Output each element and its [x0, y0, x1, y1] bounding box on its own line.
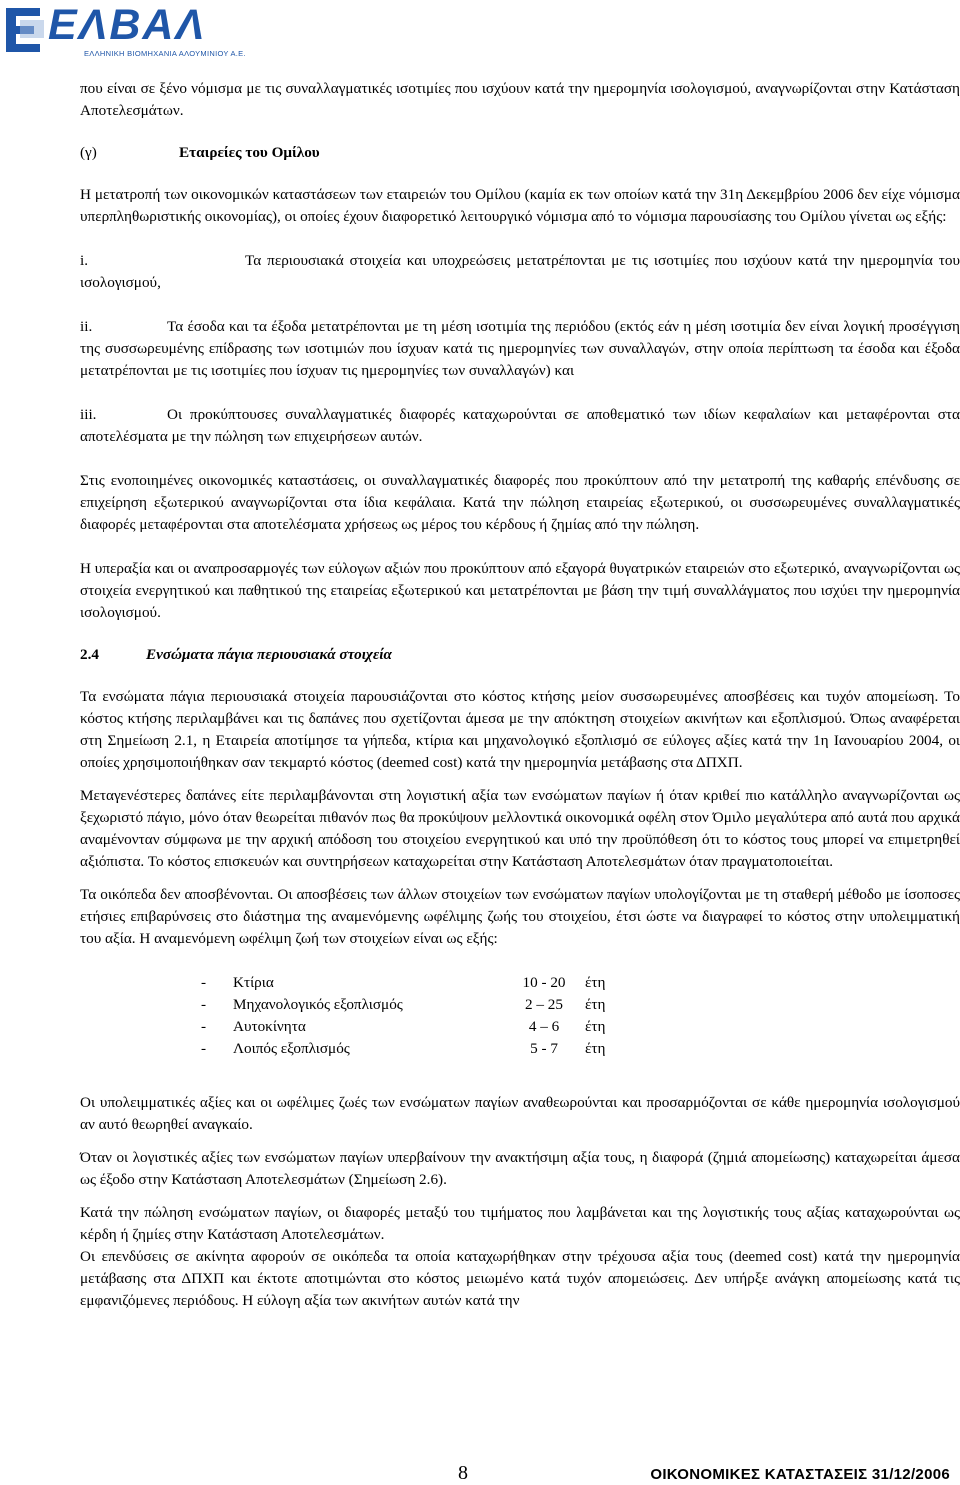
- table-row: [201, 972, 625, 994]
- section-title: Εταιρείες του Ομίλου: [179, 144, 320, 161]
- page-number: 8: [458, 1462, 468, 1484]
- asset-years: 2 – 25: [525, 996, 563, 1013]
- asset-unit: έτη: [585, 1018, 606, 1035]
- asset-years: 5 - 7: [530, 1040, 558, 1057]
- list-item-label: iii.: [80, 406, 97, 423]
- company-logo: [4, 1, 246, 62]
- table-row: [201, 1016, 625, 1038]
- asset-years: 10 - 20: [522, 974, 566, 991]
- list-item-iii: [80, 404, 960, 448]
- list-item-label: i.: [80, 252, 89, 269]
- list-item-text: Τα έσοδα και τα έξοδα μετατρέπονται με τη μέση ισοτιμία της περιόδου (εκτός εάν η μέση ισοτιμία δεν είναι λογική προσέγγιση της συσσωρευμένης επίδρασης των ισοτιμιών που ίσχυαν κατά τις ημερομηνίες των συναλλαγών, στην οποία περίπτωση τα έσοδα και έξοδα μετατρέπονται με τις ισοτιμίες που ίσχυαν τις ημερομηνίες των συναλλαγών) και: [80, 318, 960, 379]
- asset-years: 4 – 6: [528, 1018, 560, 1035]
- logo-brand-text: ΕΛΒΑΛ: [48, 1, 207, 49]
- table-row: [201, 1038, 625, 1060]
- useful-life-table: [201, 972, 625, 1060]
- paragraph-g3: Η υπεραξία και οι αναπροσαρμογές των εύλογων αξιών που προκύπτουν από εξαγορά θυγατρικών εταιρειών στο εξωτερικό, αναγνωρίζονται ως στοιχεία ενεργητικού και παθητικού της εταιρείας εξωτερικού και μετατρέπονται με βάση την τιμή συναλλάγματος που ισχύει την ημερομηνία ισολογισμού.: [80, 560, 960, 621]
- paragraph-g1: Η μετατροπή των οικονομικών καταστάσεων των εταιρειών του Ομίλου (καμία εκ των οποίων κατά την 31η Δεκεμβρίου 2006 δεν είχε νόμισμα υπερπληθωριστικής οικονομίας), οι οποίες έχουν διαφορετικό λειτουργικό νόμισμα από το νόμισμα παρουσίασης του Ομίλου γίνεται ως εξής:: [80, 186, 960, 225]
- asset-unit: έτη: [585, 996, 606, 1013]
- section-heading-2-4: [80, 646, 960, 664]
- asset-name: Αυτοκίνητα: [233, 1018, 306, 1035]
- asset-unit: έτη: [585, 974, 606, 991]
- row-dash: -: [201, 1040, 207, 1057]
- list-item-text: Οι προκύπτουσες συναλλαγματικές διαφορές καταχωρούνται σε αποθεματικό των ιδίων κεφαλαίων και μεταφέρονται στα αποτελέσματα με την πώληση των επιχειρήσεων αυτών.: [80, 406, 960, 445]
- paragraph-2-4-5: Όταν οι λογιστικές αξίες των ενσώματων παγίων υπερβαίνουν την ανακτήσιμη αξία τους, η διαφορά (ζημιά απομείωσης) καταχωρείται άμεσα ως έξοδο στην Κατάσταση Αποτελεσμάτων (Σημείωση 2.6).: [80, 1149, 960, 1188]
- section-title: Ενσώματα πάγια περιουσιακά στοιχεία: [146, 646, 392, 663]
- row-dash: -: [201, 1018, 207, 1035]
- paragraph-2-4-4: Οι υπολειμματικές αξίες και οι ωφέλιμες ζωές των ενσώματων παγίων αναθεωρούνται και προσαρμόζονται σε κάθε ημερομηνία ισολογισμού αν αυτό θεωρηθεί αναγκαίο.: [80, 1094, 960, 1133]
- footer-title: ΟΙΚΟΝΟΜΙΚΕΣ ΚΑΤΑΣΤΑΣΕΙΣ 31/12/2006: [650, 1466, 950, 1483]
- section-heading-g: [80, 144, 960, 162]
- paragraph-2-4-7: Οι επενδύσεις σε ακίνητα αφορούν σε οικόπεδα τα οποία καταχωρήθηκαν στην τρέχουσα αξία τους (deemed cost) κατά την ημερομηνία μετάβασης στα ΔΠΧΠ και έκτοτε αποτιμώνται στο κόστος μειωμένο κατά τυχόν απομειώσεις. Δεν υπήρξε ανάγκη απομείωσης κατά τις εμφανιζόμενες περιόδους. Η εύλογη αξία των ακινήτων αυτών κατά την: [80, 1248, 960, 1309]
- asset-unit: έτη: [585, 1040, 606, 1057]
- asset-name: Κτίρια: [233, 974, 274, 991]
- paragraph-2-4-1: Τα ενσώματα πάγια περιουσιακά στοιχεία παρουσιάζονται στο κόστος κτήσης μείον συσσωρευμένες αποσβέσεις και τυχόν απομείωση. Το κόστος κτήσης περιλαμβάνει και τις δαπάνες που σχετίζονται άμεσα με την απόκτηση στοιχείων ακινήτων και εξοπλισμού. Όπως αναφέρεται στη Σημείωση 2.1, η Εταιρεία αποτίμησε τα γήπεδα, κτίρια και μηχανολογικό εξοπλισμό σε εύλογες αξίες κατά την 1η Ιανουαρίου 2004, οι οποίες χρησιμοποιήθηκαν σαν τεκμαρτό κόστος (deemed cost) κατά την ημερομηνία μετάβασης στα ΔΠΧΠ.: [80, 688, 960, 771]
- asset-name: Λοιπός εξοπλισμός: [233, 1040, 350, 1057]
- table-row: [201, 994, 625, 1016]
- section-number: 2.4: [80, 646, 99, 663]
- paragraph-2-4-2: Μεταγενέστερες δαπάνες είτε περιλαμβάνονται στη λογιστική αξία των ενσώματων παγίων ή όταν κριθεί πιο κατάλληλο αναγνωρίζονται ως ξεχωριστό πάγιο, μόνο όταν θεωρείται πιθανόν πως θα προκύψουν μελλοντικά οικονομικά οφέλη στον Όμιλο μεγαλύτερα από αυτά που αρχικά αναμένονταν σύμφωνα με την αρχική απόδοση του στοιχείου ενεργητικού και υπό την προϋπόθεση ότι το κόστος τους μπορεί να επιμετρηθεί αξιόπιστα. Το κόστος επισκευών και συντηρήσεων καταχωρείται στην Κατάσταση Αποτελεσμάτων όταν πραγματοποιείται.: [80, 787, 960, 870]
- document-body: [80, 78, 960, 1312]
- paragraph-g2: Στις ενοποιημένες οικονομικές καταστάσεις, οι συναλλαγματικές διαφορές που προκύπτουν από την μετατροπή της καθαρής επένδυσης σε επιχείρηση εξωτερικού αναγνωρίζονται στα ίδια κεφάλαια. Κατά την πώληση εταιρείας εξωτερικού, οι συσσωρευμένες συναλλαγματικές διαφορές μεταφέρονται στα αποτελέσματα χρήσεως ως μέρος του κέρδους ή ζημίας από την πώληση.: [80, 472, 960, 533]
- paragraph-2-4-6: Κατά την πώληση ενσώματων παγίων, οι διαφορές μεταξύ του τιμήματος που λαμβάνεται και της λογιστικής τους αξίας καταχωρούνται ως κέρδη ή ζημίες στην Κατάσταση Αποτελεσμάτων.: [80, 1204, 960, 1243]
- logo-subtitle: ΕΛΛΗΝΙΚΗ ΒΙΟΜΗΧΑΝΙΑ ΑΛΟΥΜΙΝΙΟΥ Α.Ε.: [84, 49, 246, 58]
- elval-logo-icon: [4, 6, 44, 52]
- paragraph-intro: που είναι σε ξένο νόμισμα με τις συναλλαγματικές ισοτιμίες που ισχύουν κατά την ημερομηνία ισολογισμού, αναγνωρίζονται στην Κατάσταση Αποτελεσμάτων.: [80, 80, 960, 119]
- section-number: (γ): [80, 144, 97, 161]
- list-item-text: Τα περιουσιακά στοιχεία και υποχρεώσεις μετατρέπονται με τις ισοτιμίες που ισχύουν κατά την ημερομηνία του ισολογισμού,: [80, 252, 960, 291]
- list-item-i: [80, 250, 960, 294]
- asset-name: Μηχανολογικός εξοπλισμός: [233, 996, 403, 1013]
- list-item-ii: [80, 316, 960, 382]
- list-item-label: ii.: [80, 318, 93, 335]
- row-dash: -: [201, 974, 207, 991]
- row-dash: -: [201, 996, 207, 1013]
- paragraph-2-4-3: Τα οικόπεδα δεν αποσβένονται. Οι αποσβέσεις των άλλων στοιχείων των ενσώματων παγίων υπολογίζονται με τη σταθερή μέθοδο με ίσοποσες ετήσιες επιβαρύνσεις στο διάστημα της αναμενόμενης ωφέλιμης ζωής του στοιχείου, έτσι ώστε να διαγραφεί το κόστος στην υπολειμματική του αξία. Η αναμενόμενη ωφέλιμη ζωή των στοιχείων είναι ως εξής:: [80, 886, 960, 947]
